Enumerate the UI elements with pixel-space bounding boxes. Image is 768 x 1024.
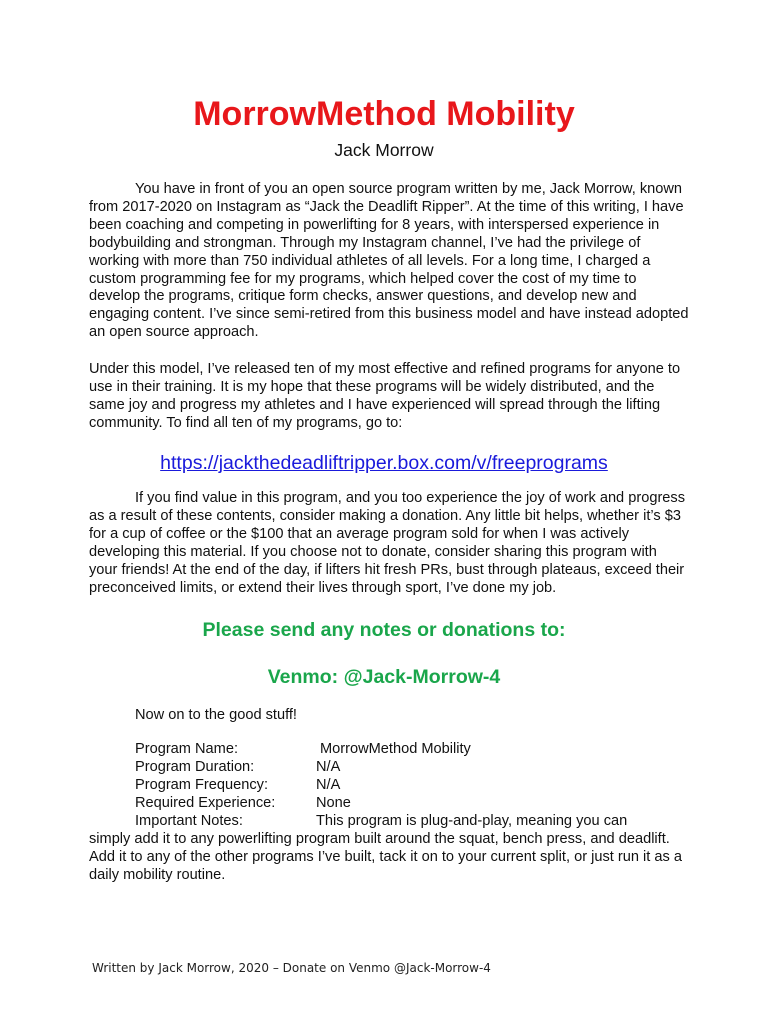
program-name-value: MorrowMethod Mobility	[320, 741, 471, 757]
program-frequency-value: N/A	[316, 777, 341, 793]
program-info-row	[135, 794, 627, 812]
program-info-row	[135, 740, 627, 758]
notes-heading: Please send any notes or donations to:	[202, 619, 566, 641]
page-footer: Written by Jack Morrow, 2020 – Donate on Venmo @Jack-Morrow-4	[92, 961, 491, 975]
model-paragraph: Under this model, I’ve released ten of my most effective and refined programs for anyone to use in their training. It is my hope that these programs will be widely distributed, and the same joy and progress my athletes and I have experienced will spread through the lifting community. To find all ten of my programs, go to:	[89, 361, 681, 431]
program-info-row	[135, 758, 627, 776]
venmo-handle: Venmo: @Jack-Morrow-4	[267, 666, 501, 688]
program-duration-label: Program Duration:	[135, 759, 255, 775]
important-notes-label: Important Notes:	[135, 813, 243, 829]
good-stuff-line: Now on to the good stuff!	[135, 707, 297, 723]
program-info-table	[135, 740, 627, 830]
document-title: MorrowMethod Mobility	[193, 95, 575, 133]
important-notes-continuation: simply add it to any powerlifting program built around the squat, bench press, and deadlift. Add it to any of the other programs I’ve built, tack it on to your current split, or just run it as a daily mobility routine.	[89, 831, 682, 883]
important-notes-value: This program is plug-and-play, meaning you can	[316, 813, 628, 829]
required-experience-label: Required Experience:	[135, 795, 276, 811]
program-info-row	[135, 776, 627, 794]
program-duration-value: N/A	[316, 759, 341, 775]
required-experience-value: None	[316, 795, 351, 811]
author-name: Jack Morrow	[334, 140, 434, 160]
program-frequency-label: Program Frequency:	[135, 777, 269, 793]
program-info-row	[135, 812, 627, 830]
donation-paragraph: If you find value in this program, and you too experience the joy of work and progress as a result of these contents, consider making a donation. Any little bit helps, whether it’s $3 for a cup of coffee or the $100 that an average program sold for when I was actively developing this material. If you choose not to donate, consider sharing this program with your friends! At the end of the day, if lifters hit fresh PRs, bust through plateaus, exceed their preconceived limits, or extend their lives through sport, I’ve done my job.	[89, 490, 686, 596]
free-programs-link[interactable]: https://jackthedeadliftripper.box.com/v/freeprograms	[160, 452, 608, 474]
intro-paragraph: You have in front of you an open source program written by me, Jack Morrow, known from 2017-2020 on Instagram as “Jack the Deadlift Ripper”. At the time of this writing, I have been coaching and competing in powerlifting for 8 years, with interspersed experience in bodybuilding and strongman. Through my Instagram channel, I’ve had the privilege of working with more than 750 individual athletes of all levels. For a long time, I charged a custom programming fee for my programs, which helped cover the cost of my time to develop the programs, critique form checks, answer questions, and develop new and engaging content. I’ve since semi-retired from this business model and have instead adopted an open source approach.	[89, 181, 689, 341]
program-name-label: Program Name:	[135, 741, 238, 757]
